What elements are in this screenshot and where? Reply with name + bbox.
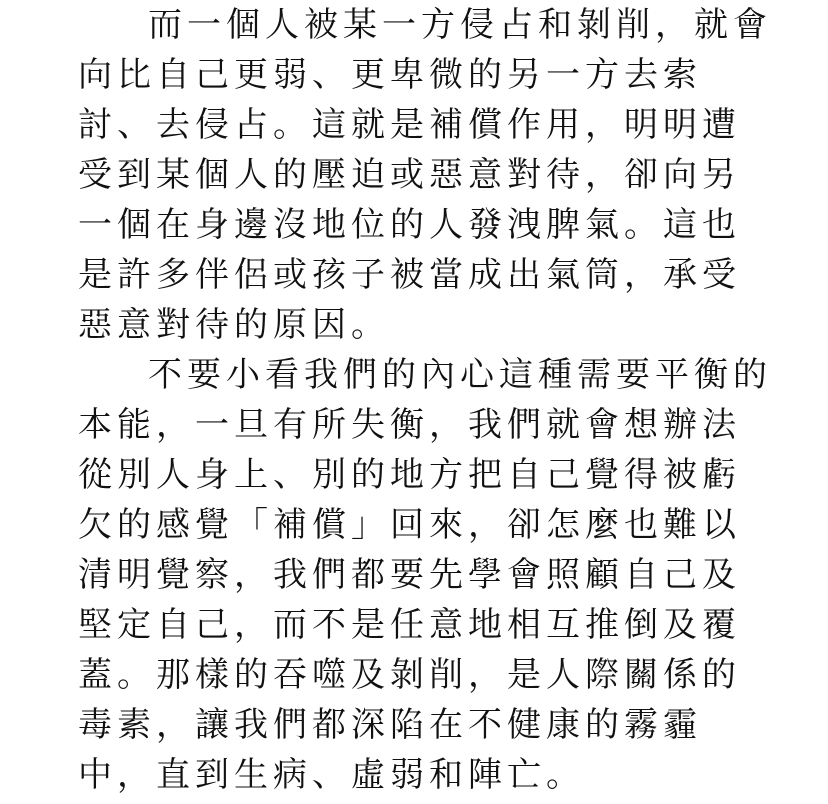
paragraph-1-line-6: 是許多伴侶或孩子被當成出氣筒，承受 (78, 255, 741, 295)
body-text (78, 0, 772, 800)
paragraph-2-line-8: 毒素，讓我們都深陷在不健康的霧霾 (78, 705, 702, 745)
paragraph-1-line-2: 向比自己更弱、更卑微的另一方去索 (78, 55, 702, 95)
paragraph-2-line-5: 清明覺察，我們都要先學會照顧自己及 (78, 555, 741, 595)
paragraph-1-line-3: 討、去侵占。這就是補償作用，明明遭 (78, 105, 741, 145)
paragraph-2-line-9: 中，直到生病、虛弱和陣亡。 (78, 755, 585, 795)
paragraph-2-line-6: 堅定自己，而不是任意地相互推倒及覆 (78, 605, 741, 645)
paragraph-2-line-4: 欠的感覺「補償」回來，卻怎麼也難以 (78, 505, 741, 545)
paragraph-2-line-1: 不要小看我們的內心這種需要平衡的 (148, 355, 772, 395)
paragraph-2-line-3: 從別人身上、別的地方把自己覺得被虧 (78, 455, 741, 495)
paragraph-1-line-5: 一個在身邊沒地位的人發洩脾氣。這也 (78, 205, 741, 245)
paragraph-1-line-7: 惡意對待的原因。 (78, 305, 390, 345)
paragraph-2-line-2: 本能，一旦有所失衡，我們就會想辦法 (78, 405, 741, 445)
paragraph-2-line-7: 蓋。那樣的吞噬及剝削，是人際關係的 (78, 655, 741, 695)
paragraph-1-line-4: 受到某個人的壓迫或惡意對待，卻向另 (78, 155, 741, 195)
paragraph-1-line-1: 而一個人被某一方侵占和剝削，就會 (148, 5, 772, 45)
